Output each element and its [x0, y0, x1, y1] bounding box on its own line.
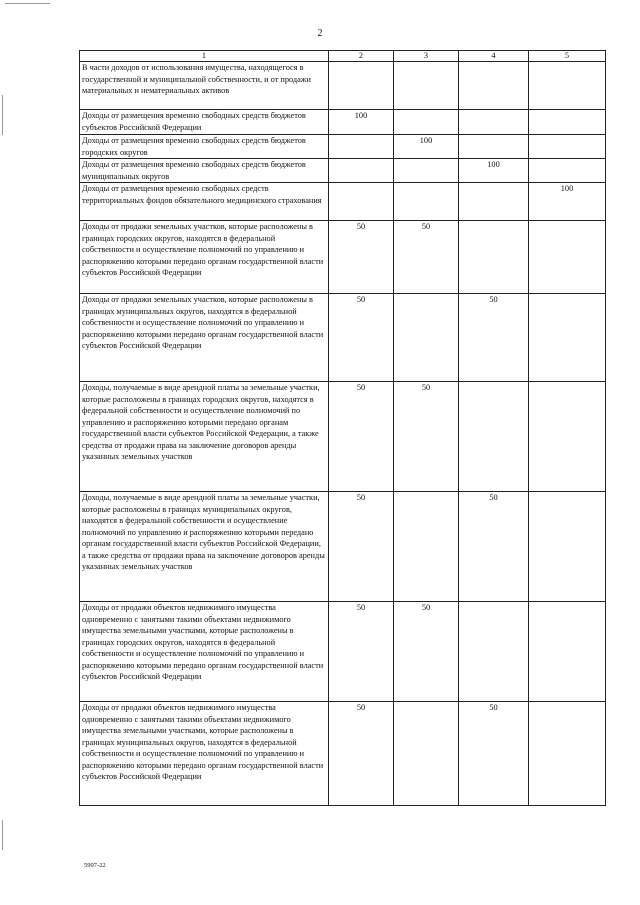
row-description: Доходы, получаемые в виде арендной платы за земельные участки, которые расположены в границах муниципальных округов, находятся в федеральной собственности и осуществление полномочий по управлению и распоряжению которыми передано органам государственной власти субъектов Российской Федерации, а также средства от продажи права на заключение договоров аренды указанных земельных участков	[80, 492, 329, 602]
cell-col-3: 50	[394, 382, 459, 492]
table-row	[80, 183, 606, 221]
revenue-distribution-table	[79, 50, 606, 806]
cell-col-5	[529, 159, 606, 183]
scan-artifact	[2, 820, 3, 850]
row-description: Доходы от продажи объектов недвижимого имущества одновременно с занятыми такими объектами недвижимого имущества земельными участками, которые расположены в границах муниципальных округов, находятся в федеральной собственности и осуществление полномочий по управлению и распоряжению которыми передано органам государственной власти субъектов Российской Федерации	[80, 702, 329, 806]
table-row	[80, 135, 606, 159]
cell-col-2	[329, 159, 394, 183]
cell-col-4: 50	[459, 492, 529, 602]
cell-col-4: 50	[459, 702, 529, 806]
table-row	[80, 492, 606, 602]
cell-col-3	[394, 159, 459, 183]
cell-col-2: 50	[329, 492, 394, 602]
cell-col-2: 50	[329, 382, 394, 492]
table-row	[80, 159, 606, 183]
cell-col-4: 50	[459, 294, 529, 382]
cell-col-2: 50	[329, 221, 394, 294]
cell-col-4: 100	[459, 159, 529, 183]
cell-col-5	[529, 602, 606, 702]
cell-col-4	[459, 221, 529, 294]
column-header: 3	[394, 51, 459, 62]
column-header: 2	[329, 51, 394, 62]
table-row	[80, 294, 606, 382]
table-header-row	[80, 51, 606, 62]
cell-col-3	[394, 110, 459, 135]
cell-col-4	[459, 183, 529, 221]
cell-col-3	[394, 294, 459, 382]
table-row	[80, 602, 606, 702]
cell-col-5	[529, 702, 606, 806]
row-description: Доходы от продажи объектов недвижимого имущества одновременно с занятыми такими объектами недвижимого имущества земельными участками, которые расположены в границах городских округов, находятся в федеральной собственности и осуществление полномочий по управлению и распоряжению которыми передано органам государственной власти субъектов Российской Федерации	[80, 602, 329, 702]
cell-col-2: 50	[329, 702, 394, 806]
cell-col-5	[529, 110, 606, 135]
cell-col-5: 100	[529, 183, 606, 221]
cell-col-3: 50	[394, 602, 459, 702]
column-header: 4	[459, 51, 529, 62]
row-description: Доходы от размещения временно свободных средств территориальных фондов обязательного медицинского страхования	[80, 183, 329, 221]
cell-col-5	[529, 382, 606, 492]
row-description: Доходы от размещения временно свободных средств бюджетов муниципальных округов	[80, 159, 329, 183]
table-row	[80, 110, 606, 135]
column-header: 1	[80, 51, 329, 62]
table-row	[80, 382, 606, 492]
column-header: 5	[529, 51, 606, 62]
scan-artifact	[2, 95, 3, 135]
cell-col-3	[394, 702, 459, 806]
cell-col-2	[329, 183, 394, 221]
cell-col-3	[394, 492, 459, 602]
row-description: Доходы от продажи земельных участков, которые расположены в границах городских округов, находятся в федеральной собственности и осуществление полномочий по управлению и распоряжению которыми передано органам государственной власти субъектов Российской Федерации	[80, 221, 329, 294]
table-row	[80, 702, 606, 806]
cell-col-3	[394, 183, 459, 221]
cell-col-5	[529, 62, 606, 110]
scan-artifact	[5, 3, 50, 4]
cell-col-4	[459, 62, 529, 110]
cell-col-2	[329, 62, 394, 110]
cell-col-2: 50	[329, 294, 394, 382]
cell-col-3: 50	[394, 221, 459, 294]
cell-col-3	[394, 62, 459, 110]
cell-col-3: 100	[394, 135, 459, 159]
cell-col-2: 100	[329, 110, 394, 135]
cell-col-4	[459, 135, 529, 159]
cell-col-2: 50	[329, 602, 394, 702]
cell-col-5	[529, 492, 606, 602]
cell-col-4	[459, 602, 529, 702]
row-description: В части доходов от использования имущества, находящегося в государственной и муниципальной собственности, и от продажи материальных и нематериальных активов	[80, 62, 329, 110]
row-description: Доходы от размещения временно свободных средств бюджетов городских округов	[80, 135, 329, 159]
row-description: Доходы от продажи земельных участков, которые расположены в границах муниципальных округов, находятся в федеральной собственности и осуществление полномочий по управлению и распоряжению которыми передано органам государственной власти субъектов Российской Федерации	[80, 294, 329, 382]
row-description: Доходы, получаемые в виде арендной платы за земельные участки, которые расположены в границах городских округов, находятся в федеральной собственности и осуществление полномочий по управлению и распоряжению которыми передано органам государственной власти субъектов Российской Федерации, а также средства от продажи права на заключение договоров аренды указанных земельных участков	[80, 382, 329, 492]
cell-col-5	[529, 135, 606, 159]
cell-col-5	[529, 294, 606, 382]
cell-col-4	[459, 110, 529, 135]
page-number: 2	[317, 28, 323, 39]
cell-col-4	[459, 382, 529, 492]
document-code: 5997-22	[84, 862, 106, 869]
table-row	[80, 62, 606, 110]
row-description: Доходы от размещения временно свободных средств бюджетов субъектов Российской Федерации	[80, 110, 329, 135]
cell-col-2	[329, 135, 394, 159]
table-row	[80, 221, 606, 294]
cell-col-5	[529, 221, 606, 294]
